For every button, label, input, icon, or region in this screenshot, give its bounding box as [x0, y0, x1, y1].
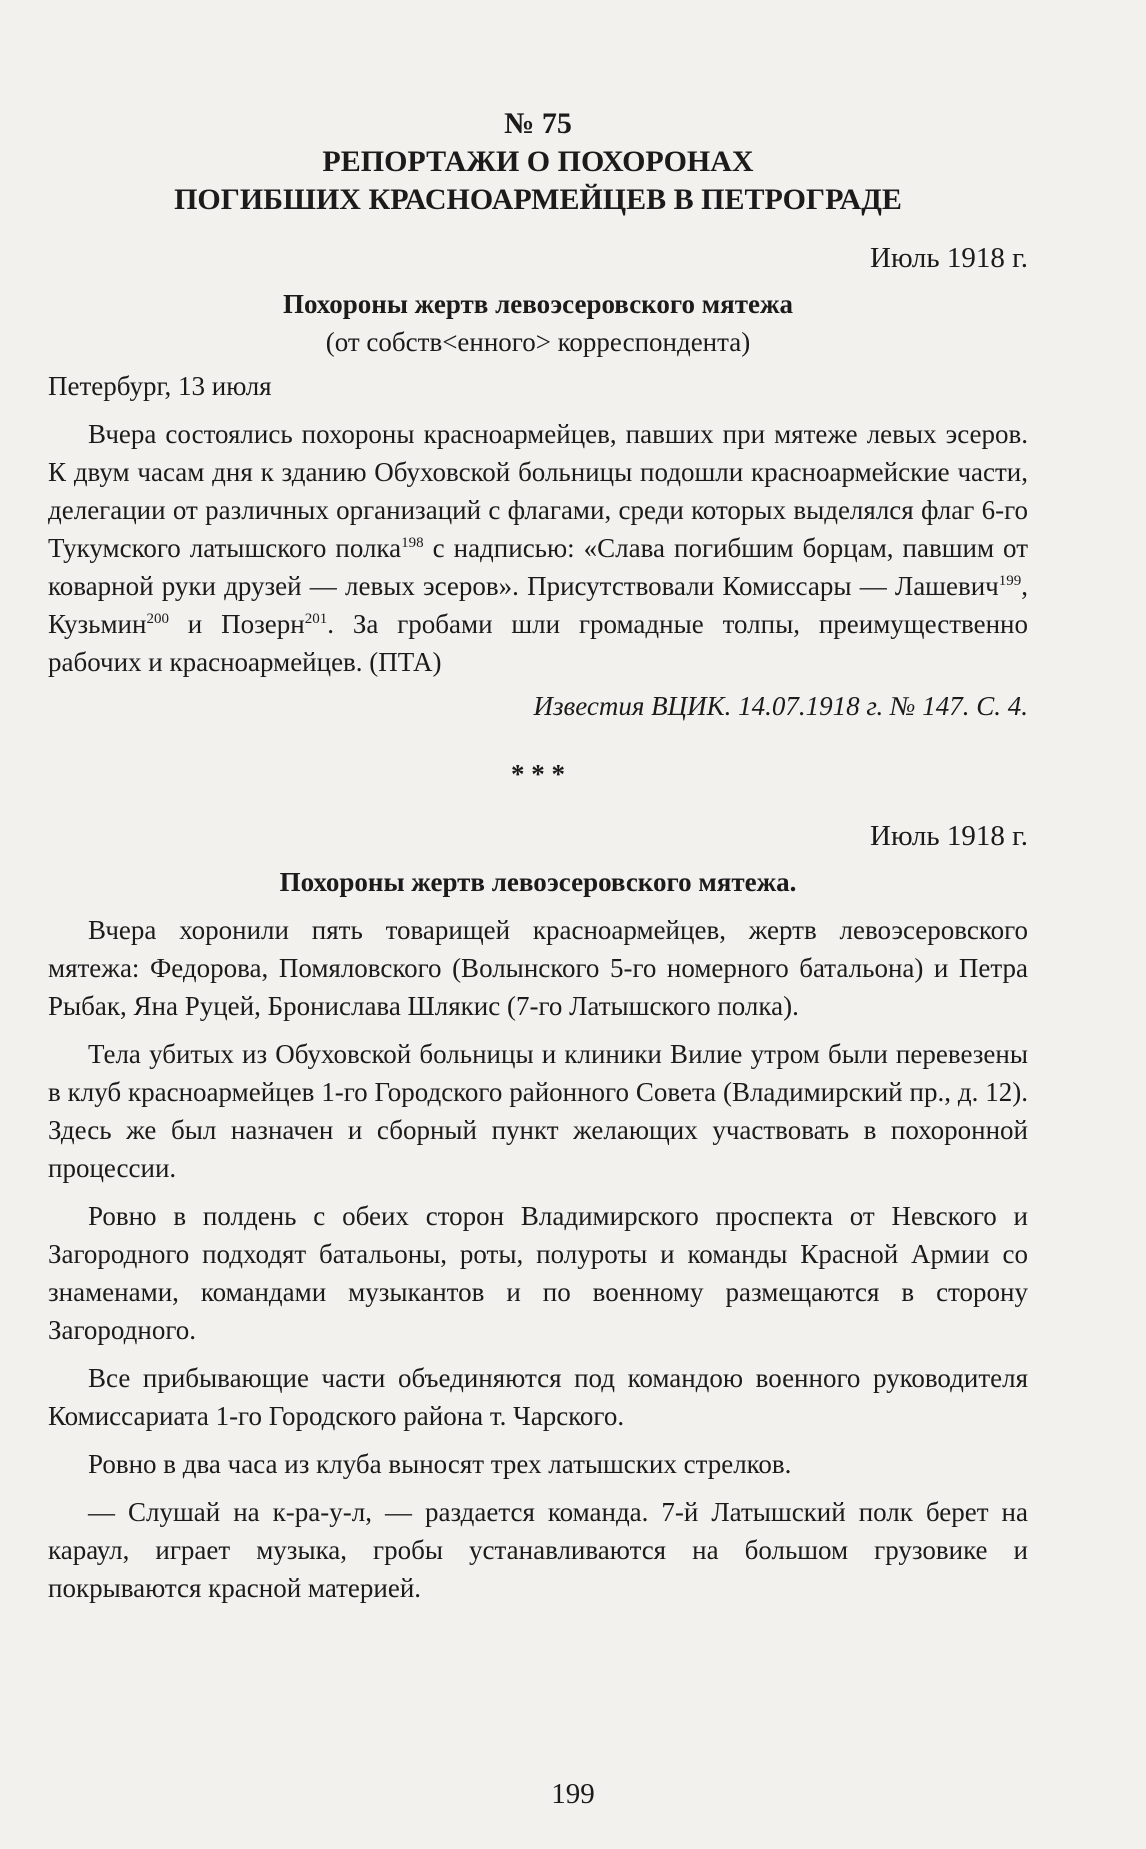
report-1-paragraph: [48, 415, 1028, 681]
footnote-201: 201: [304, 611, 328, 627]
report-2-title: Похороны жертв левоэсеровского мятежа.: [279, 867, 797, 897]
footnote-199: 199: [998, 573, 1022, 589]
document-title-line-1: РЕПОРТАЖИ О ПОХОРОНАХ: [322, 145, 754, 178]
report-1-dateline: Петербург, 13 июля: [48, 371, 272, 401]
section-separator: * * *: [511, 759, 565, 789]
report-2-paragraph-1: Вчера хоронили пять товарищей красноармейцев, жертв левоэсеровского мятежа: Федорова, Помяловского (Волынского 5-го номерного батальона) и Петра Рыбак, Яна Руцей, Бронислава Шлякис (7-го Латышского полка).: [48, 915, 1028, 1021]
report-1-text-part-5: . За гробами шли громадные толпы, преимущественно рабочих и красноармейцев. (ПТА): [48, 609, 1028, 677]
report-2-paragraph-5: Ровно в два часа из клуба выносят трех латышских стрелков.: [88, 1449, 792, 1479]
document-number: № 75: [504, 107, 572, 140]
footnote-198: 198: [401, 535, 424, 551]
report-1-title: Похороны жертв левоэсеровского мятежа: [282, 289, 794, 319]
report-1-text-part-4: и Позерн: [168, 609, 305, 639]
report-2-paragraph-2: Тела убитых из Обуховской больницы и клиники Вилие утром были перевезены в клуб красноармейцев 1-го Городского районного Совета (Владимирский пр., д. 12). Здесь же был назначен и сборный пункт желающих участвовать в похоронной процессии.: [48, 1039, 1028, 1183]
report-1-text-part-2: с надписью: «Слава погибшим борцам, павшим от коварной руки друзей — левых эсеров». Присутствовали Комиссары — Лашевич: [48, 533, 1028, 601]
report-2-paragraph-6: — Слушай на к-ра-у-л, — раздается команда. 7-й Латышский полк берет на караул, играет музыка, гробы устанавливаются на большом грузовике и покрываются красной материей.: [48, 1497, 1028, 1603]
document-page: [48, 105, 1028, 1607]
document-title-line-2: ПОГИБШИХ КРАСНОАРМЕЙЦЕВ В ПЕТРОГРАДЕ: [174, 183, 902, 216]
report-1-text-part-3: , Кузьмин: [48, 571, 1028, 639]
report-2-date: Июль 1918 г.: [870, 820, 1028, 852]
report-2-paragraph-4: Все прибывающие части объединяются под командою военного руководителя Комиссариата 1-го Городского района т. Чарского.: [48, 1363, 1028, 1431]
footnote-200: 200: [146, 611, 169, 627]
page-number: 199: [551, 1778, 595, 1810]
report-1-text-part-1: Вчера состоялись похороны красноармейцев, павших при мятеже левых эсеров. К двум часам дня к зданию Обуховской больницы подошли красноармейские части, делегации от различных организаций с флагами, среди которых выделялся флаг 6-го Тукумского латышского полка: [48, 419, 1028, 563]
report-2-paragraph-3: Ровно в полдень с обеих сторон Владимирского проспекта от Невского и Загородного подходят батальоны, роты, полуроты и команды Красной Армии со знаменами, командами музыкантов и по военному размещаются в сторону Загородного.: [48, 1201, 1028, 1345]
document-date: Июль 1918 г.: [870, 242, 1028, 274]
report-1-subtitle: (от собств<енного> корреспондента): [325, 327, 751, 357]
report-1-source: Известия ВЦИК. 14.07.1918 г. № 147. С. 4.: [533, 691, 1028, 721]
